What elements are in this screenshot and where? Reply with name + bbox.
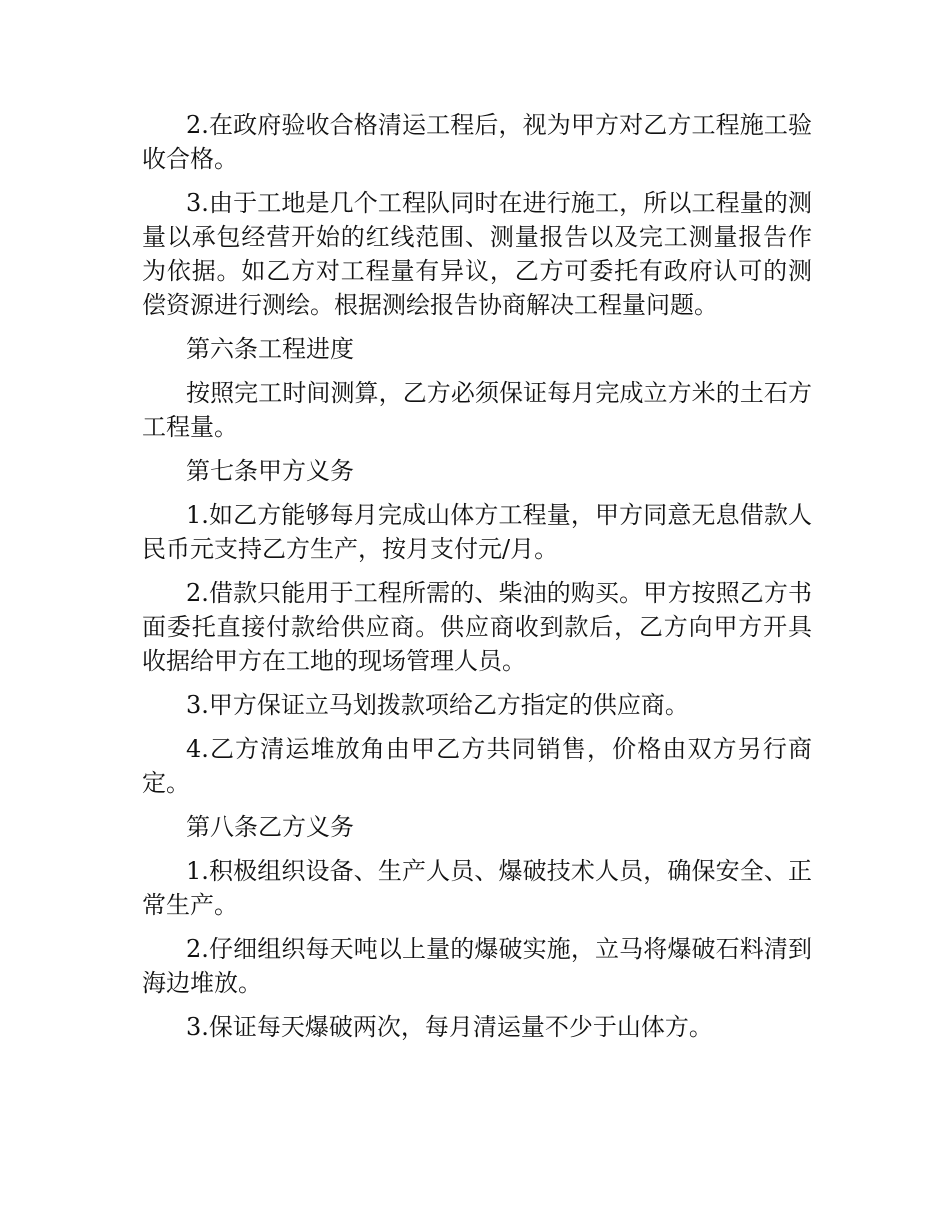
clause-measurement: 3.由于工地是几个工程队同时在进行施工，所以工程量的测量以承包经营开始的红线范围、测量报告以及完工测量报告作为依据。如乙方对工程量有异议，乙方可委托有政府认可的测偿资源进行测绘。根据测绘报告协商解决工程量问题。	[142, 189, 812, 319]
article-6-heading: 第六条工程进度	[186, 335, 354, 363]
article-7-item-3: 3.甲方保证立马划拨款项给乙方指定的供应商。	[186, 691, 689, 719]
article-8-item-2: 2.仔细组织每天吨以上量的爆破实施，立马将爆破石料清到海边堆放。	[142, 935, 812, 997]
document-page	[142, 108, 812, 1054]
article-6-body: 按照完工时间测算，乙方必须保证每月完成立方米的土石方工程量。	[142, 379, 812, 441]
article-7-item-1: 1.如乙方能够每月完成山体方工程量，甲方同意无息借款人民币元支持乙方生产，按月支付元/月。	[142, 501, 812, 563]
article-7-item-2: 2.借款只能用于工程所需的、柴油的购买。甲方按照乙方书面委托直接付款给供应商。供应商收到款后，乙方向甲方开具收据给甲方在工地的现场管理人员。	[142, 579, 812, 675]
article-8-item-1: 1.积极组织设备、生产人员、爆破技术人员，确保安全、正常生产。	[142, 857, 812, 919]
article-8-heading: 第八条乙方义务	[186, 813, 354, 841]
clause-acceptance: 2.在政府验收合格清运工程后，视为甲方对乙方工程施工验收合格。	[142, 111, 812, 173]
article-7-heading: 第七条甲方义务	[186, 457, 354, 485]
article-7-item-4: 4.乙方清运堆放角由甲乙方共同销售，价格由双方另行商定。	[142, 735, 812, 797]
article-8-item-3: 3.保证每天爆破两次，每月清运量不少于山体方。	[186, 1013, 713, 1041]
